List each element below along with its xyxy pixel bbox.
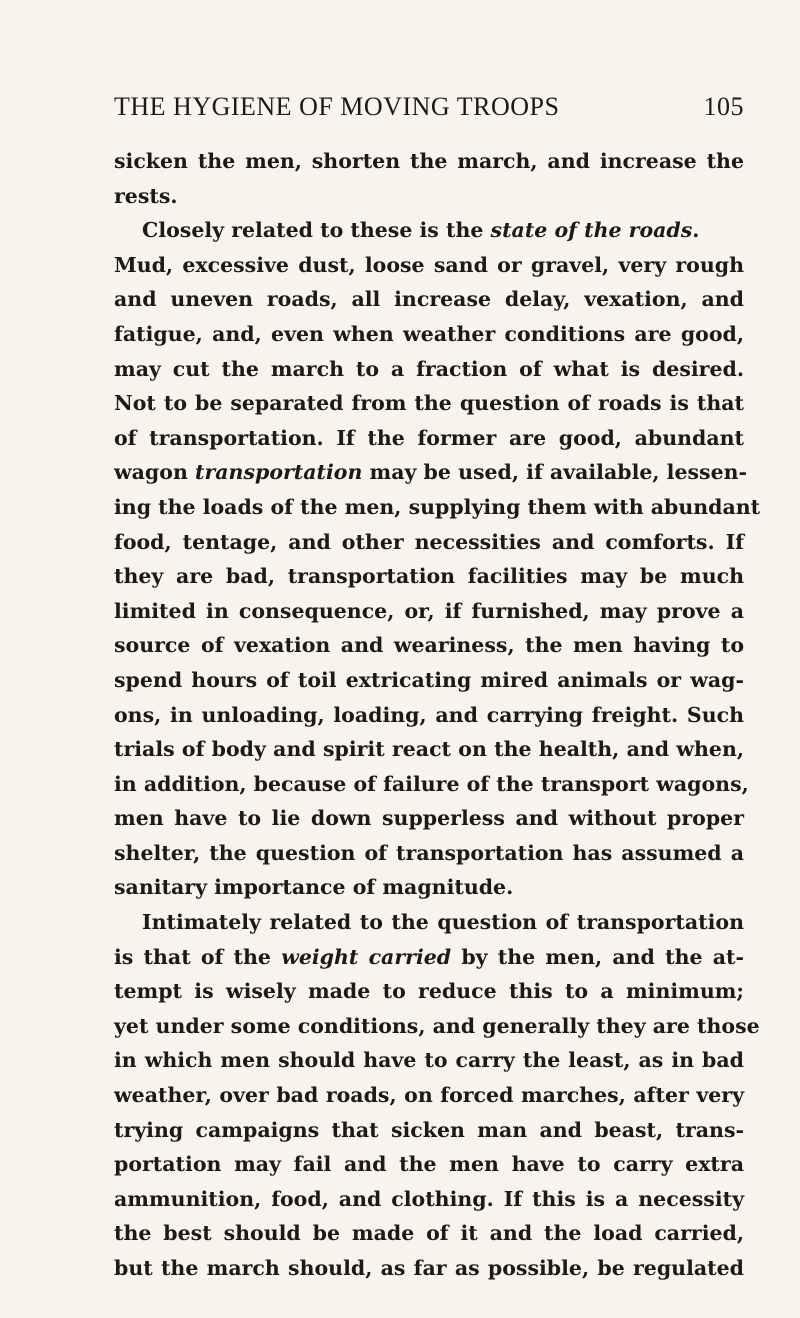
italic-emphasis: state of the roads: [490, 218, 693, 243]
text-line: trials of body and spirit react on the health, and when,: [114, 737, 744, 762]
text-line: trying campaigns that sicken man and beast, trans-: [114, 1117, 744, 1142]
text-line: Closely related to these is the state of the roads.: [142, 218, 700, 243]
text-line: source of vexation and weariness, the men having to: [114, 633, 744, 658]
running-head: [114, 92, 744, 132]
text-line: in which men should have to carry the least, as in bad: [114, 1048, 744, 1073]
text-line: sicken the men, shorten the march, and increase the: [114, 149, 744, 173]
page-number: 105: [703, 92, 744, 121]
text-line: they are bad, transportation facilities may be much: [114, 564, 744, 589]
text-line: men have to lie down supperless and without proper: [114, 806, 744, 831]
text-line: wagon transportation may be used, if available, lessen-: [114, 460, 748, 485]
text-line: shelter, the question of transportation has assumed a: [114, 840, 744, 865]
text-line: spend hours of toil extricating mired animals or wag-: [114, 667, 744, 692]
text-line: portation may fail and the men have to carry extra: [114, 1152, 744, 1177]
text-line: but the march should, as far as possible, be regulated: [114, 1256, 744, 1280]
text-line: and uneven roads, all increase delay, vexation, and: [114, 287, 744, 312]
text-line: ons, in unloading, loading, and carrying freight. Such: [114, 702, 744, 727]
text-line: may cut the march to a fraction of what is desired.: [114, 356, 744, 381]
text-line: is that of the weight carried by the men, and the at-: [114, 944, 744, 969]
text-line: ammunition, food, and clothing. If this is a necessity: [114, 1186, 744, 1211]
text-line: tempt is wisely made to reduce this to a minimum;: [114, 979, 744, 1004]
text-line: fatigue, and, even when weather conditions are good,: [114, 321, 744, 346]
text-line: ing the loads of the men, supplying them with abundant: [114, 494, 761, 519]
running-title: THE HYGIENE OF MOVING TROOPS: [114, 92, 560, 121]
text-line: rests.: [114, 183, 178, 208]
text-line: in addition, because of failure of the transport wagons,: [114, 771, 749, 796]
text-line: yet under some conditions, and generally they are those: [114, 1013, 760, 1038]
italic-emphasis: weight carried: [281, 944, 452, 969]
text-line: limited in consequence, or, if furnished, may prove a: [114, 598, 744, 623]
italic-emphasis: transportation: [194, 460, 363, 485]
text-line: Not to be separated from the question of roads is that: [114, 391, 744, 416]
text-line: Intimately related to the question of transportation: [142, 910, 744, 935]
text-line: Mud, excessive dust, loose sand or gravel, very rough: [114, 252, 744, 277]
text-line: sanitary importance of magnitude.: [114, 875, 514, 900]
text-line: the best should be made of it and the load carried,: [114, 1221, 744, 1246]
text-line: food, tentage, and other necessities and comforts. If: [114, 529, 744, 554]
body-text: [114, 144, 761, 1286]
text-line: of transportation. If the former are good, abundant: [114, 425, 744, 450]
text-line: weather, over bad roads, on forced marches, after very: [114, 1083, 744, 1108]
